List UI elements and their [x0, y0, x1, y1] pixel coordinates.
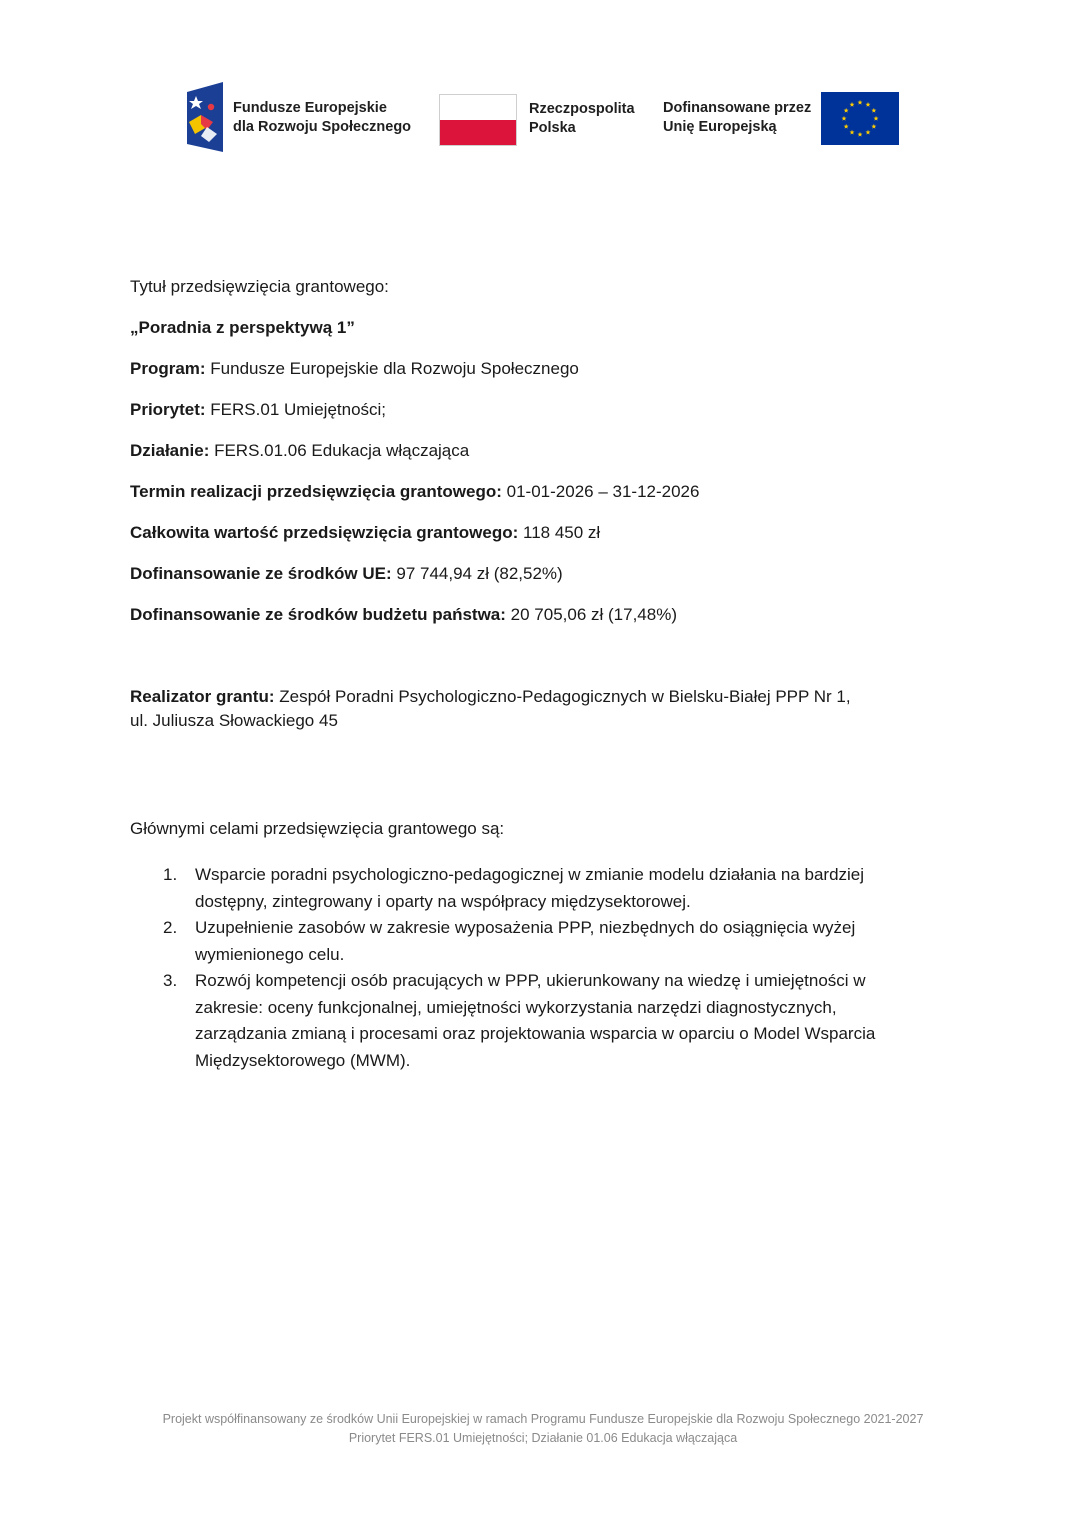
page-footer — [0, 1410, 1086, 1448]
dzialanie-row — [130, 440, 469, 462]
priorytet-row — [130, 399, 386, 421]
dofinansowanie-ue-label: Dofinansowanie ze środków UE: — [130, 564, 392, 583]
realizator-address: ul. Juliusza Słowackiego 45 — [130, 711, 338, 730]
eu-logo-line2: Unię Europejską — [663, 119, 777, 135]
fe-logo-line2: dla Rozwoju Społecznego — [233, 119, 412, 135]
list-item-text: Rozwój kompetencji osób pracujących w PPP, ukierunkowany na wiedzę i umiejętności w zakresie: oceny funkcjonalnej, umiejętności wykorzystania narzędzi diagnostycznych, zarządzania zmianą i procesami oraz projektowania wsparcia w oparciu o Model Wsparcia Międzysektorowego (MWM). — [195, 971, 876, 1070]
dofinansowanie-budzet-value: 20 705,06 zł (17,48%) — [505, 605, 677, 624]
wartosc-row — [130, 522, 600, 544]
termin-row — [130, 481, 699, 503]
pl-logo-line2: Polska — [529, 120, 576, 136]
eu-cofinanced-logo — [663, 92, 899, 146]
polish-flag-icon — [439, 94, 517, 146]
fundusze-europejskie-logo — [187, 82, 417, 152]
realizator-row — [130, 686, 851, 708]
dofinansowanie-ue-row — [130, 563, 563, 585]
dofinansowanie-ue-value: 97 744,94 zł (82,52%) — [391, 564, 563, 583]
program-label: Program: — [130, 359, 206, 378]
fe-logo-line1: Fundusze Europejskie — [233, 100, 387, 116]
title-label: Tytuł przedsięwzięcia grantowego: — [130, 277, 389, 296]
wartosc-label: Całkowita wartość przedsięwzięcia grantowego: — [130, 523, 519, 542]
footer-line2: Priorytet FERS.01 Umiejętności; Działanie 01.06 Edukacja włączająca — [348, 1431, 738, 1445]
wartosc-value: 118 450 zł — [518, 523, 601, 542]
list-item — [130, 968, 930, 1074]
dzialanie-value: FERS.01.06 Edukacja włączająca — [209, 441, 470, 460]
eu-flag-icon — [821, 92, 899, 145]
eu-logo-line1: Dofinansowane przez — [663, 100, 812, 116]
list-item-number: 3. — [163, 971, 178, 990]
termin-label: Termin realizacji przedsięwzięcia grantowego: — [130, 482, 502, 501]
title-value: „Poradnia z perspektywą 1” — [130, 318, 355, 337]
dofinansowanie-budzet-label: Dofinansowanie ze środków budżetu państwa: — [130, 605, 506, 624]
goals-intro: Głównymi celami przedsięwzięcia grantowego są: — [130, 819, 505, 838]
list-item-text: Wsparcie poradni psychologiczno-pedagogicznej w zmianie modelu działania na bardziej dostępny, zintegrowany i oparty na współpracy międzysektorowej. — [195, 865, 865, 911]
realizator-value: Zespół Poradni Psychologiczno-Pedagogicznych w Bielsku-Białej PPP Nr 1, — [274, 687, 851, 706]
dzialanie-label: Działanie: — [130, 441, 210, 460]
goals-list — [130, 862, 930, 1074]
fundusze-europejskie-logo-icon — [187, 82, 223, 152]
program-value: Fundusze Europejskie dla Rozwoju Społecznego — [205, 359, 579, 378]
logo-bar — [187, 82, 899, 152]
list-item-number: 1. — [163, 865, 178, 884]
list-item — [130, 862, 930, 915]
footer-line1: Projekt współfinansowany ze środków Unii Europejskiej w ramach Programu Fundusze Europejskie dla Rozwoju Społecznego 2021-2027 — [162, 1412, 924, 1426]
program-row — [130, 358, 579, 380]
list-item-number: 2. — [163, 918, 178, 937]
list-item — [130, 915, 930, 968]
realizator-label: Realizator grantu: — [130, 687, 275, 706]
priorytet-label: Priorytet: — [130, 400, 206, 419]
pl-logo-line1: Rzeczpospolita — [529, 101, 635, 117]
rzeczpospolita-polska-logo — [439, 94, 649, 146]
list-item-text: Uzupełnienie zasobów w zakresie wyposażenia PPP, niezbędnych do osiągnięcia wyżej wymienionego celu. — [195, 918, 856, 964]
dofinansowanie-budzet-row — [130, 604, 677, 626]
priorytet-value: FERS.01 Umiejętności; — [205, 400, 387, 419]
termin-value: 01-01-2026 – 31-12-2026 — [501, 482, 700, 501]
